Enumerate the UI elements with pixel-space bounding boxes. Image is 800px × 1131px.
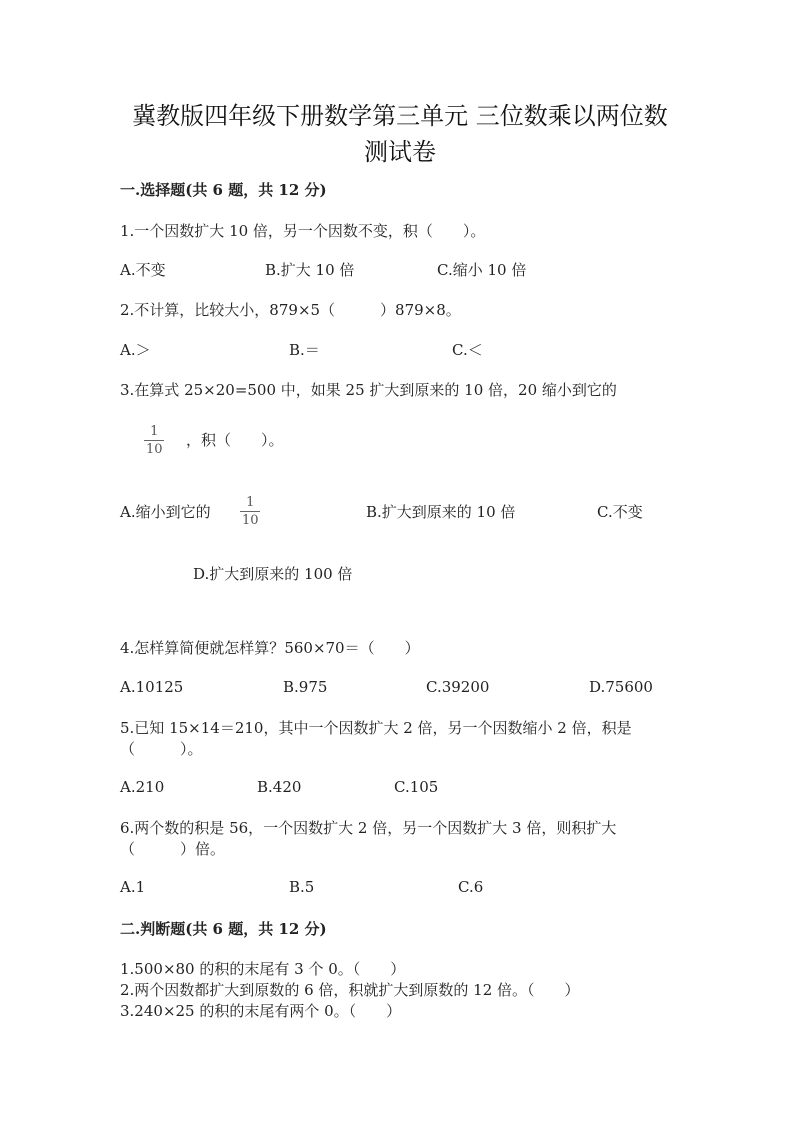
question-5: 5.已知 15×14＝210，其中一个因数扩大 2 倍，另一个因数缩小 2 倍，积是 [120,719,632,737]
q3-fraction [144,424,165,457]
q5-option-c[interactable]: C.105 [394,778,439,796]
q3-option-a-fraction-numerator: 1 [246,495,255,510]
q3-fraction-denominator: 10 [146,442,163,457]
q3-option-a-fraction [240,495,261,528]
q1-option-c[interactable]: C.缩小 10 倍 [437,261,527,279]
q1-option-a[interactable]: A.不变 [120,261,166,279]
q2-option-a[interactable]: A.＞ [120,341,151,359]
q3-option-b[interactable]: B.扩大到原来的 10 倍 [366,503,516,521]
page-title-line2: 测试卷 [364,138,436,166]
q6-option-c[interactable]: C.6 [458,878,484,896]
q2-option-b[interactable]: B.＝ [289,341,320,359]
question-6: 6.两个数的积是 56，一个因数扩大 2 倍，另一个因数扩大 3 倍，则积扩大 [120,819,617,837]
q5-option-a[interactable]: A.210 [120,778,165,796]
question-1: 1.一个因数扩大 10 倍，另一个因数不变，积（ ）。 [120,222,486,240]
question-4: 4.怎样算简便就怎样算？560×70＝（ ） [120,639,420,657]
q3-option-a-fraction-bar [240,511,260,512]
q3-fraction-bar [144,440,164,441]
q3-option-c[interactable]: C.不变 [597,503,643,521]
question-2: 2.不计算，比较大小，879×5（ ）879×8。 [120,301,461,319]
judge-item-3: 3.240×25 的积的末尾有两个 0。（ ） [120,1002,402,1020]
q3-option-a-fraction-denominator: 10 [242,513,259,528]
q3-option-a[interactable]: A.缩小到它的 [120,503,211,521]
q4-option-c[interactable]: C.39200 [426,678,490,696]
q3-fraction-numerator: 1 [150,424,159,439]
q1-option-b[interactable]: B.扩大 10 倍 [265,261,355,279]
judge-item-1: 1.500×80 的积的末尾有 3 个 0。（ ） [120,960,406,978]
section1-heading: 一.选择题(共 6 题，共 12 分) [120,181,327,199]
page-title-line1: 冀教版四年级下册数学第三单元 三位数乘以两位数 [132,102,668,130]
q4-option-d[interactable]: D.75600 [589,678,653,696]
question-3: 3.在算式 25×20=500 中，如果 25 扩大到原来的 10 倍，20 缩小到它的 [120,381,617,399]
q4-option-a[interactable]: A.10125 [120,678,184,696]
question-5-continued: （ ）。 [120,740,203,758]
question-6-continued: （ ）倍。 [120,840,226,858]
judge-item-2: 2.两个因数都扩大到原数的 6 倍，积就扩大到原数的 12 倍。（ ） [120,981,580,999]
section2-heading: 二.判断题(共 6 题，共 12 分) [120,920,327,938]
q3-option-d[interactable]: D.扩大到原来的 100 倍 [193,565,353,583]
question-3-continued: ，积（ ）。 [186,431,284,449]
q6-option-a[interactable]: A.1 [120,878,146,896]
q2-option-c[interactable]: C.＜ [452,341,483,359]
q4-option-b[interactable]: B.975 [283,678,328,696]
q6-option-b[interactable]: B.5 [289,878,315,896]
q5-option-b[interactable]: B.420 [257,778,302,796]
